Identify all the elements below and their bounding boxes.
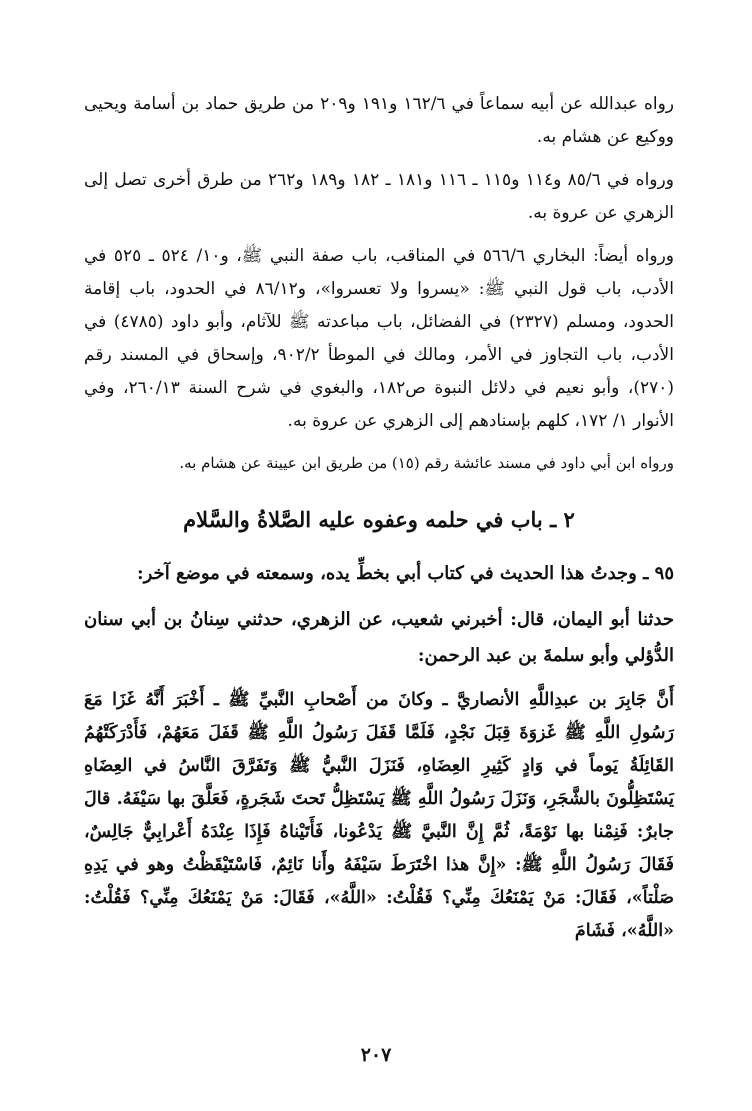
paragraph-narration-2: ورواه في ٨٥/٦ و١١٤ و١١٥ ـ ١١٦ و١٨١ ـ ١٨٢ و١٨٩ و٢٦٢ من طرق أخرى تصل إلى الزهري عن عروة به.: [84, 170, 674, 223]
spacer: [84, 674, 674, 684]
paragraph-sources: ورواه أيضاً: البخاري ٥٦٦/٦ في المناقب، باب صفة النبي ﷺ، و١٠/ ٥٢٤ ـ ٥٢٥ في الأدب، باب قول النبي ﷺ: «يسروا ولا تعسروا»، و٨٦/١٢ في الحدود، باب إقامة الحدود، ومسلم (٢٣٢٧) في الفضائل، باب مباعدته ﷺ للآثام، وأبو داود (٤٧٨٥) في الأدب، باب التجاوز في الأمر، ومالك في الموطأ ٩٠٢/٢، وإسحاق في المسند رقم (٢٧٠)، وأبو نعيم في دلائل النبوة ص١٨٢، والبغوي في شرح السنة ٢٦٠/١٣، وفي الأنوار ١/ ١٧٢، كلهم بإسنادهم إلى الزهري عن عروة به.: [84, 246, 674, 431]
spacer: [84, 438, 674, 448]
hadith-intro: ٩٥ ـ وجدتُ هذا الحديث في كتاب أبي بخطِّ يده، وسمعته في موضع آخر:: [136, 563, 674, 584]
paragraph-narration-1: رواه عبدالله عن أبيه سماعاً في ١٦٢/٦ و١٩١ و٢٠٩ من طريق حماد بن أسامة ويحيى ووكيع عن هشام به.: [84, 94, 675, 147]
spacer: [84, 230, 674, 240]
hadith-text: أَنَّ جَابِرَ بن عبدِاللَّهِ الأنصاريَّ ـ وكانَ من أَصْحابِ النَّبيِّ ﷺ ـ أَخْبَرَ أَنَّهُ غَزَا مَعَ رَسُولِ اللَّهِ ﷺ غَزوَةَ قِبَلَ نَجْدٍ، فَلَمَّا قَفَلَ رَسُولُ اللَّهِ ﷺ قَفَلَ مَعَهُمْ، فَأَدْرَكَتْهُمُ القَائِلَةُ يَوماً في وَادٍ كَثِيرِ العِضَاهِ، فَنَزَلَ النَّبيُّ ﷺ وَتَفَرَّقَ النَّاسُ في العِضَاهِ يَسْتَظِلُّونَ بالشَّجَرِ، وَنَزَلَ رَسُولُ اللَّهِ ﷺ يَسْتَظِلُّ تَحتَ شَجَرةٍ، فَعَلَّقَ بها سَيْفَهُ. قالَ جابرٌ: فَنِمْنا بها نَوْمَةً، ثُمَّ إِنَّ النَّبيَّ ﷺ يَدْعُونا، فَأَتَيْناهُ فَإِذَا عِنْدَهُ أَعْرابِيٌّ جَالِسٌ، فَقَالَ رَسُولُ اللَّهِ ﷺ: «إِنَّ هذا اخْتَرَطَ سَيْفَهُ وأَنا نَائِمٌ، فَاسْتَيْقَظْتُ وهو في يَدِهِ صَلْتاً»، فَقَالَ: مَنْ يَمْنَعُكَ مِنِّي؟ فَقُلْتُ: «اللَّهُ»، فَقَالَ: مَنْ يَمْنَعُكَ مِنِّي؟ فَقُلْتُ: «اللَّهُ»، فَشَامَ: [84, 690, 674, 941]
page-number: ٢٠٧: [360, 1044, 392, 1066]
page-body: [84, 88, 674, 948]
spacer: [84, 592, 674, 602]
section-heading: ٢ ـ باب في حلمه وعفوه عليه الصَّلاةُ والسَّلام: [183, 507, 575, 532]
spacer: [84, 154, 674, 164]
hadith-isnad: حدثنا أبو اليمان، قال: أخبرني شعيب، عن الزهري، حدثني سِنانُ بن أبي سنان الدُّؤلي وأبو سلمةَ بن عبد الرحمن:: [84, 609, 674, 666]
paragraph-ibn-abi-dawud: ورواه ابن أبي داود في مسند عائشة رقم (١٥) من طريق ابن عيينة عن هشام به.: [179, 454, 674, 472]
